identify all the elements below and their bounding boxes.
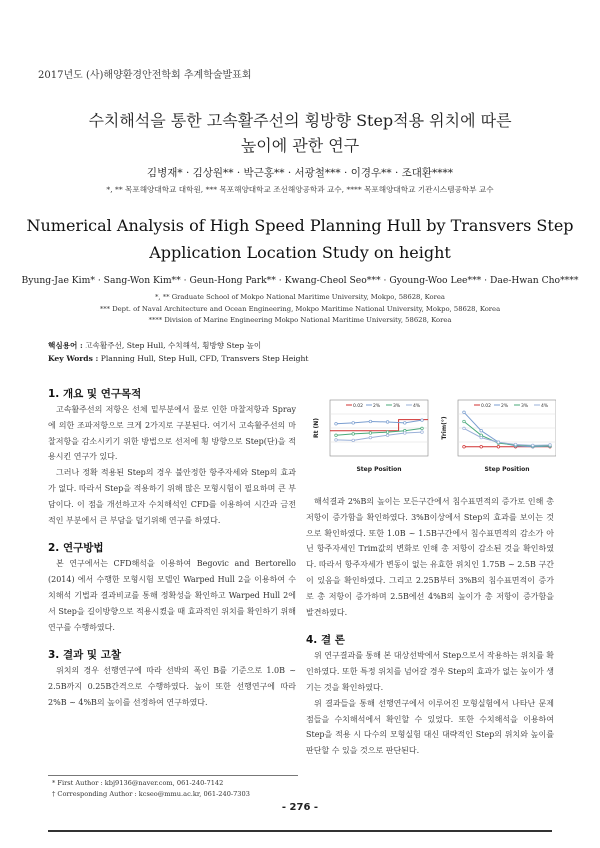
legend-label: 3% bbox=[393, 404, 401, 409]
data-point bbox=[352, 433, 355, 436]
title-english bbox=[0, 212, 600, 266]
data-point bbox=[386, 434, 389, 437]
data-point bbox=[480, 436, 483, 439]
keywords-english bbox=[48, 354, 308, 363]
results-paragraph: 해석결과 2%B의 높이는 모든구간에서 침수표면적의 증가로 인해 총 저항이 증가함을 확인하였다. 3%B이상에서 Step의 효과를 보이는 것으로 확인하였다. 또한 1.0B ~ 1.5B구간에서 침수표면적의 감소가 아닌 항주자세인 Trim값의 변화로 인해 총 저항이 감소된 것을 확인하였다. 따라서 항주자세가 변동이 없는 유효한 위치인 1.75B ~ 2.5B 구간이 있음을 확인하였다. 그리고 2.25B부터 3%B의 침수표면적이 증가로 총 저항이 증가하며 2.5B에선 4%B의 높이가 총 저항이 증가함을 발견하였다. bbox=[306, 497, 554, 617]
section-1-paragraph-2: 그러나 정확 적용된 Step의 경우 불안정한 항주자세와 Step의 효과가 없다. 따라서 Step을 적용하기 위해 많은 모형시험이 필요하며 큰 부담이다. 이 점을 개선하고자 수치해석인 CFD를 이용하여 시간과 금전적인 부분에서 큰 부담을 덜기위해 연구를 하였다. bbox=[48, 468, 296, 525]
section-2-paragraph: 본 연구에서는 CFD해석을 이용하여 Begovic and Bertorello (2014) 에서 수행한 모형시험 모델인 Warped Hull 2을 이용하여 수치해석 기법과 결과비교를 통해 정확성을 확인하고 Warped Hull 2에서 Step을 길이방향으로 적용시켰을 때 효과적인 위치를 확인하기 위해 연구를 수행하였다. bbox=[48, 559, 296, 632]
data-point bbox=[421, 419, 424, 422]
legend-label: 4% bbox=[541, 404, 549, 409]
data-point bbox=[463, 446, 466, 449]
section-2-heading: 2. 연구방법 bbox=[48, 542, 104, 555]
y-axis-label: Rt (N) bbox=[313, 417, 320, 439]
section-4-paragraph-2: 위 결과들을 통해 선행연구에서 이루어진 모형실험에서 나타난 문제점들을 수치해석에서 확인할 수 있었다. 또한 수치해석을 이용하여 Step을 적용 시 다수의 모형실험 대신 대략적인 Step의 위치와 높이를 판단할 수 있을 것으로 판단된다. bbox=[306, 698, 554, 756]
legend-label: 3% bbox=[521, 404, 529, 409]
data-point bbox=[421, 431, 424, 434]
data-point bbox=[352, 422, 355, 425]
footnote-corresponding-author: † Corresponding Author : kcseo@mmu.ac.kr, 061-240-7303 bbox=[52, 790, 250, 798]
chart-trim bbox=[441, 400, 556, 473]
footnote-divider bbox=[48, 775, 298, 776]
right-column bbox=[306, 494, 554, 759]
data-point bbox=[352, 439, 355, 442]
left-column bbox=[48, 386, 296, 711]
data-point bbox=[463, 411, 466, 414]
y-axis-label: Trim(°) bbox=[441, 416, 448, 440]
data-point bbox=[532, 444, 535, 447]
legend-label: 0.02 bbox=[353, 404, 364, 409]
data-point bbox=[549, 444, 552, 447]
bottom-rule bbox=[48, 830, 552, 832]
affiliation-english-2: *** Dept. of Naval Architecture and Ocean Engineering, Mokpo Maritime National University, Mokpo, 58628, Korea bbox=[99, 304, 501, 313]
affiliation-english bbox=[0, 292, 600, 327]
data-point bbox=[463, 427, 466, 430]
affiliation-english-3: **** Division of Marine Engineering Mokpo National Maritime University, 58628, Korea bbox=[148, 316, 452, 324]
x-axis-label: Step Position bbox=[484, 466, 530, 473]
keywords-english-label: Key Words : bbox=[48, 354, 99, 363]
data-point bbox=[335, 434, 338, 437]
legend-label: 4% bbox=[413, 404, 421, 409]
section-4-heading: 4. 결 론 bbox=[306, 634, 345, 647]
title-english-line1: Numerical Analysis of High Speed Planning Hull by Transvers Step bbox=[26, 216, 574, 235]
data-point bbox=[404, 422, 407, 425]
legend-label: 2% bbox=[501, 404, 509, 409]
legend-label: 2% bbox=[373, 404, 381, 409]
data-point bbox=[497, 441, 500, 444]
footnote-first-author: * First Author : kbj9136@naver.com, 061-240-7142 bbox=[52, 779, 224, 787]
data-point bbox=[404, 432, 407, 435]
section-3-paragraph: 위치의 경우 선행연구에 따라 선박의 폭인 B를 기준으로 1.0B ~ 2.5B까지 0.25B간격으로 수행하였다. 높이 또한 선행연구에 따라 2%B ~ 4%B의 높이를 선정하여 연구하였다. bbox=[48, 666, 296, 707]
data-point bbox=[463, 420, 466, 423]
section-4-paragraph-1: 위 연구결과를 통해 본 대상선박에서 Step으로서 작용하는 위치를 확인하였다. 또한 특정 위치를 넘어갈 경우 Step의 효과가 없는 높이가 생기는 것을 확인하였다. bbox=[306, 651, 554, 692]
keywords-korean-label: 핵심용어 : bbox=[48, 341, 83, 350]
affiliation-korean: *, ** 목포해양대학교 대학원, *** 목포해양대학교 조선해양공학과 교수, **** 목포해양대학교 기관시스템공학부 교수 bbox=[106, 185, 494, 194]
data-point bbox=[369, 436, 372, 439]
keywords-korean bbox=[48, 340, 261, 351]
keywords-english-text: Planning Hull, Step Hull, CFD, Transvers Step Height bbox=[100, 354, 309, 363]
title-english-line2: Application Location Study on height bbox=[149, 243, 451, 262]
section-1-heading: 1. 개요 및 연구목적 bbox=[48, 388, 142, 400]
legend-label: 0.02 bbox=[481, 404, 492, 409]
data-point bbox=[386, 421, 389, 424]
affiliation-english-1: *, ** Graduate School of Mokpo National Maritime University, Mokpo, 58628, Korea bbox=[155, 293, 445, 301]
data-point bbox=[335, 439, 338, 442]
keywords-korean-text: 고속활주선, Step Hull, 수치해석, 횡방향 Step 높이 bbox=[85, 341, 262, 350]
page-number: - 276 - bbox=[281, 802, 319, 813]
figure-charts bbox=[308, 392, 556, 488]
data-point bbox=[497, 446, 500, 449]
section-3-heading: 3. 결과 및 고찰 bbox=[48, 649, 121, 662]
data-point bbox=[421, 427, 424, 430]
title-korean-line1: 수치해석을 통한 고속활주선의 횡방향 Step적용 위치에 따른 bbox=[88, 111, 512, 130]
section-1-paragraph-1: 고속활주선의 저항은 선체 밑부분에서 물로 인한 마찰저항과 Spray에 의한 조파저항으로 크게 2가지로 구분된다. 여기서 고속활주선의 마찰저항을 감소시키기 위한 방법으로 선저에 횡 방향으로 Step(단)을 적용시킨 연구가 있다. bbox=[48, 405, 296, 462]
data-point bbox=[335, 423, 338, 426]
data-point bbox=[480, 429, 483, 432]
data-point bbox=[369, 432, 372, 435]
authors-english: Byung-Jae Kim* · Sang-Won Kim** · Geun-Hong Park** · Kwang-Cheol Seo*** · Gyoung-Woo Lee*** · Dae-Hwan Cho**** bbox=[21, 275, 579, 286]
chart-resistance bbox=[313, 400, 428, 473]
title-korean bbox=[0, 108, 600, 158]
x-axis-label: Step Position bbox=[356, 466, 402, 473]
authors-korean: 김병재* · 김상원** · 박근홍** · 서광철*** · 이경우** · 조대환**** bbox=[146, 167, 454, 179]
data-point bbox=[514, 443, 517, 446]
conference-header: 2017년도 (사)해양환경안전학회 추계학술발표회 bbox=[38, 70, 252, 81]
data-point bbox=[480, 446, 483, 449]
data-point bbox=[386, 431, 389, 434]
title-korean-line2: 높이에 관한 연구 bbox=[240, 136, 360, 155]
data-point bbox=[369, 420, 372, 423]
